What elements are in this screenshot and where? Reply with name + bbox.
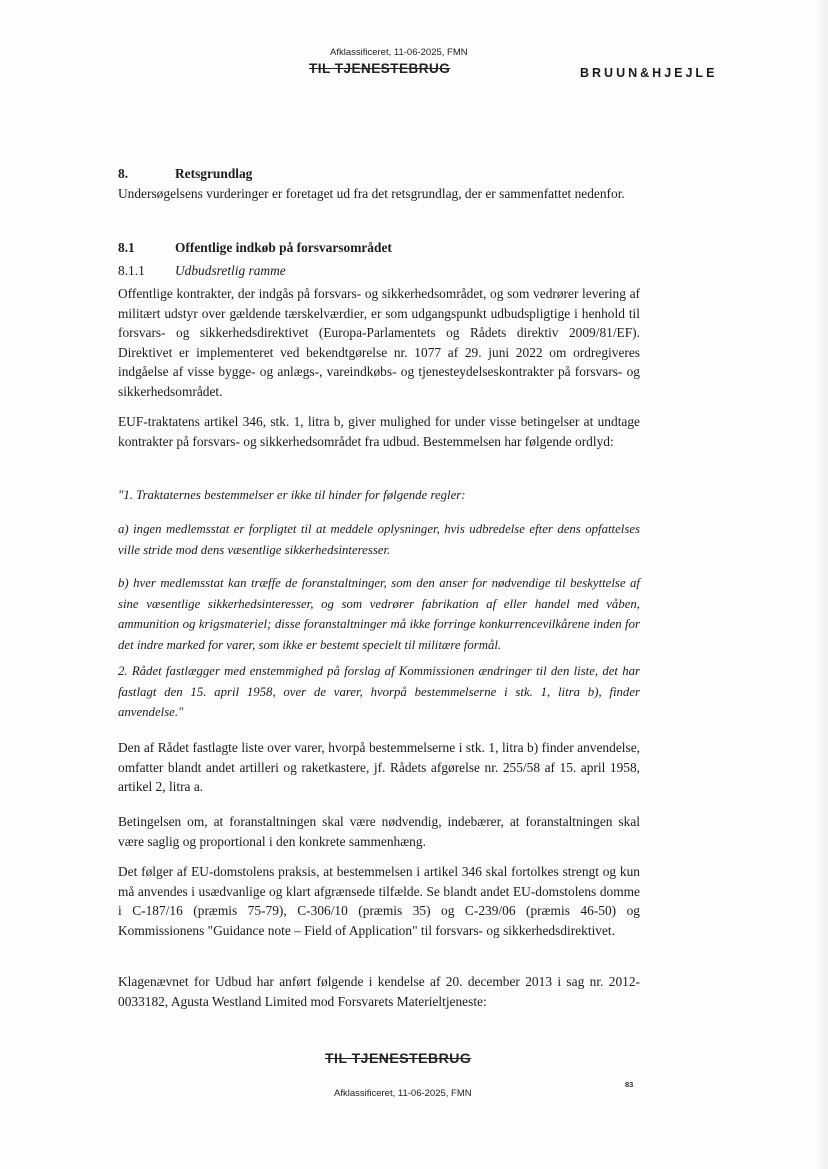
subsection-number: 8.1 <box>118 240 135 255</box>
scan-edge-shadow <box>816 0 828 1169</box>
paragraph-complaints-board: Klagenævnet for Udbud har anført følgende i kendelse af 20. december 2013 i sag nr. 2012-0033182, Agusta Westland Limited mod Forsvarets Materieltjeneste: <box>118 974 640 1009</box>
intro-paragraph: Undersøgelsens vurderinger er foretaget ud fra det retsgrundlag, der er sammenfattet nedenfor. <box>118 186 625 201</box>
classification-marking-top: TIL TJENESTEBRUG <box>309 61 451 76</box>
declassification-stamp-top: Afklassificeret, 11-06-2025, FMN <box>330 47 468 58</box>
paragraph-council-list: Den af Rådet fastlagte liste over varer, hvorpå bestemmelserne i stk. 1, litra b) finder anvendelse, omfatter blandt andet artilleri og raketkastere, jf. Rådets afgørelse nr. 255/58 af 15. april 1958, artikel 2, litra a. <box>118 740 640 794</box>
law-firm-brand: BRUUN&HJEJLE <box>580 66 718 80</box>
page-number: 83 <box>625 1080 634 1089</box>
subsubsection-title: Udbudsretlig ramme <box>175 263 286 278</box>
section-title: Retsgrundlag <box>175 166 253 181</box>
subsection-title: Offentlige indkøb på forsvarsområdet <box>175 240 392 255</box>
quote-item-2: 2. Rådet fastlægger med enstemmighed på forslag af Kommissionen ændringer til den liste, det har fastlagt den 15. april 1958, over de varer, hvorpå bestemmelserne i stk. 1, litra b), finder anvendelse." <box>118 664 640 719</box>
quote-item-a: a) ingen medlemsstat er forpligtet til at meddele oplysninger, hvis udbredelse efter dens opfattelses ville stride mod dens væsentlige sikkerhedsinteresser. <box>118 522 640 557</box>
section-number: 8. <box>118 166 129 181</box>
paragraph-article-346: EUF-traktatens artikel 346, stk. 1, litra b, giver mulighed for under visse betingelser at undtage kontrakter på forsvars- og sikkerhedsområdet fra udbud. Bestemmelsen har følgende ordlyd: <box>118 414 640 449</box>
paragraph-case-law: Det følger af EU-domstolens praksis, at bestemmelsen i artikel 346 skal fortolkes strengt og kun må anvendes i usædvanlige og klart afgrænsede tilfælde. Se blandt andet EU-domstolens domme i C-187/16 (præmis 75-79), C-306/10 (præmis 35) og C-239/06 (præmis 46-50) og Kommissionens "Guidance note – Field of Application" til forsvars- og sikkerhedsdirektivet. <box>118 864 640 938</box>
paragraph-necessity: Betingelsen om, at foranstaltningen skal være nødvendig, indebærer, at foranstaltningen skal være saglig og proportional i den konkrete sammenhæng. <box>118 814 640 849</box>
declassification-stamp-bottom: Afklassificeret, 11-06-2025, FMN <box>334 1088 472 1099</box>
subsubsection-number: 8.1.1 <box>118 263 145 278</box>
quote-line-1: "1. Traktaternes bestemmelser er ikke til hinder for følgende regler: <box>118 488 466 502</box>
classification-marking-bottom: TIL TJENESTEBRUG <box>325 1050 472 1066</box>
quote-item-b: b) hver medlemsstat kan træffe de foranstaltninger, som den anser for nødvendige til beskyttelse af sine væsentlige sikkerhedsinteresser, og som vedrører fabrikation af eller handel med våben, ammunition og krigsmateriel; disse foranstaltninger må ikke forringe konkurrencevilkårene inden for det indre marked for varer, som ikke er bestemt specielt til militære formål. <box>118 576 640 652</box>
paragraph-directive: Offentlige kontrakter, der indgås på forsvars- og sikkerhedsområdet, og som vedrører levering af militært udstyr over gældende tærskelværdier, er som udgangspunkt udbudspligtige i henhold til forsvars- og sikkerhedsdirektivet (Europa-Parlamentets og Rådets direktiv 2009/81/EF). Direktivet er implementeret ved bekendtgørelse nr. 1077 af 29. juni 2022 om ordregiveres indgåelse af visse bygge- og anlægs-, vareindkøbs- og tjenesteydelseskontrakter på forsvars- og sikkerhedsområdet. <box>118 286 640 399</box>
